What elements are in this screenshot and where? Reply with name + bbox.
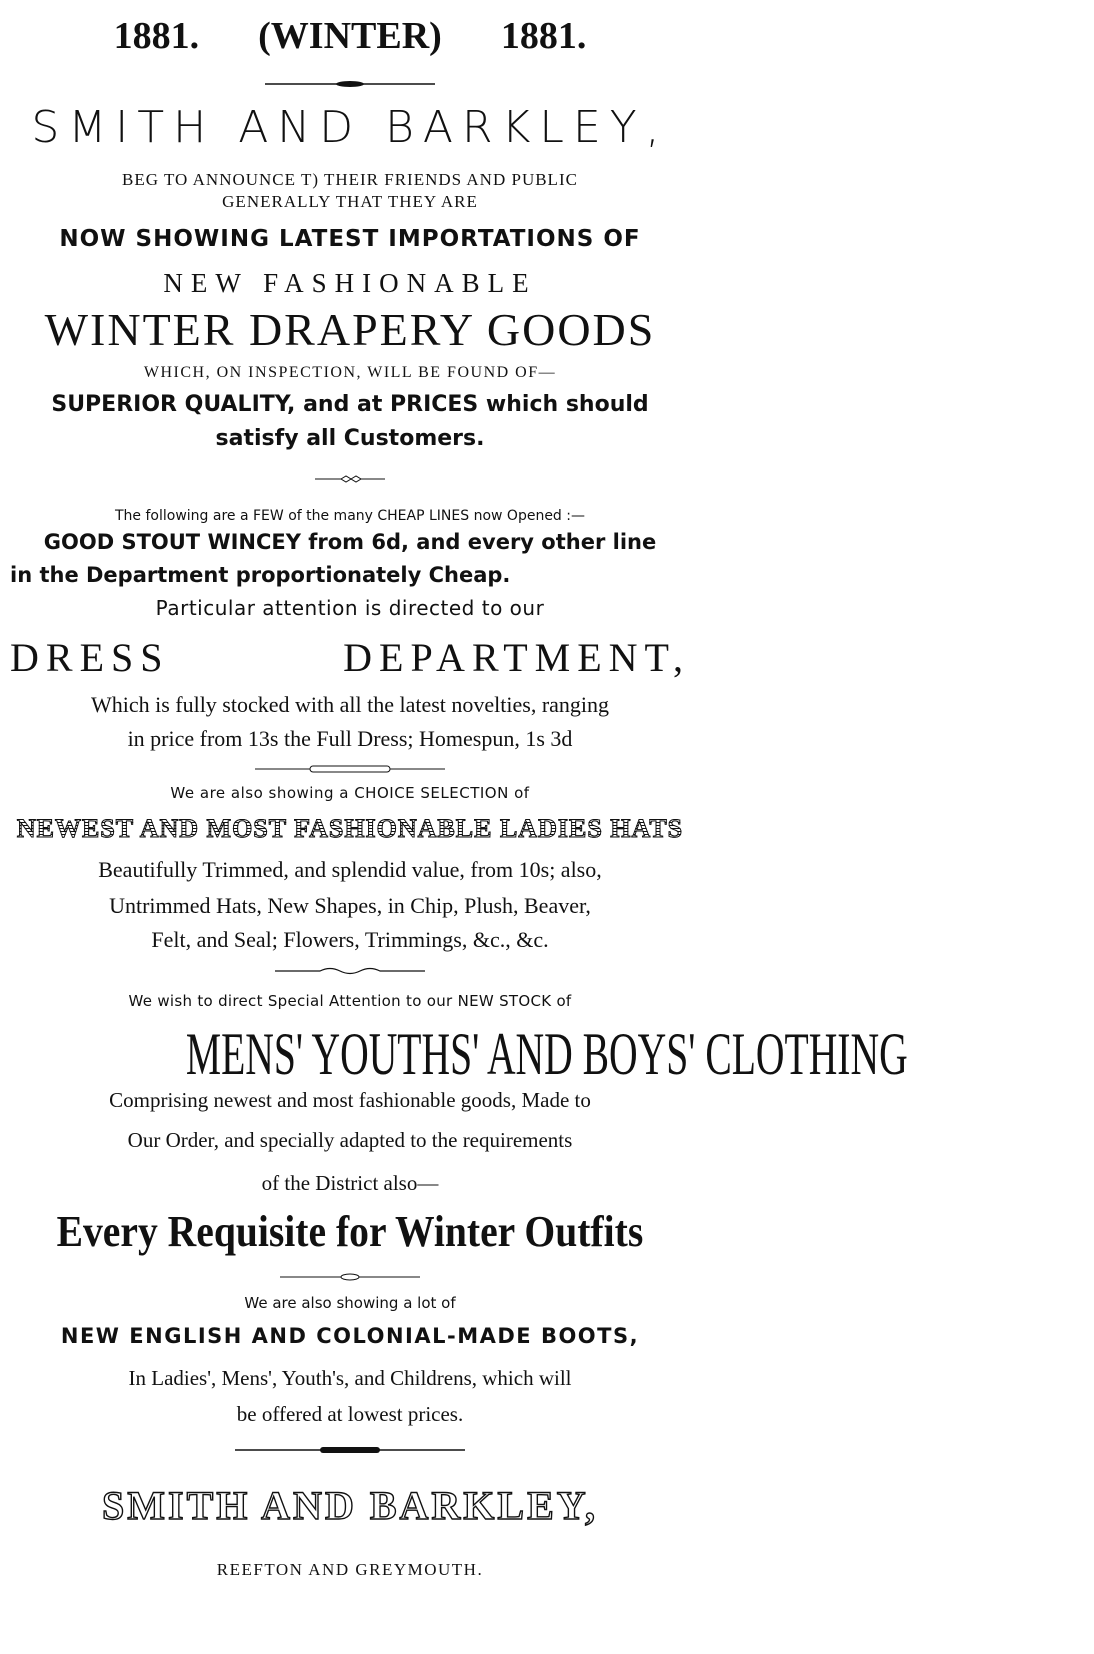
ornament-divider [315,474,385,484]
announce-line-2: GENERALLY THAT THEY ARE [222,192,478,211]
firm-name: SMITH AND BARKLEY, [31,102,669,153]
ornament-divider [255,764,445,774]
header-line [0,14,700,58]
boots-text-2: be offered at lowest prices. [236,1402,464,1426]
dress-text-1: Which is fully stocked with all the latest novelties, ranging [90,692,610,717]
ornament-divider [280,1272,420,1282]
clothing-text-1: Comprising newest and most fashionable goods, Made to [109,1088,591,1112]
department-word: DEPARTMENT, [343,635,690,680]
clothing-title: MENS' YOUTHS' AND BOYS' CLOTHING [185,1021,908,1087]
season-title: (WINTER) [258,15,442,57]
headline-line-2: NEW FASHIONABLE [163,268,537,298]
clothing-text-3: of the District also— [261,1171,439,1195]
attention-line: Particular attention is directed to our [155,596,545,620]
clothing-text-2: Our Order, and specially adapted to the requirements [127,1128,573,1152]
announce-line-1: BEG TO ANNOUNCE T) THEIR FRIENDS AND PUBLIC [122,170,578,189]
dress-word: DRESS [10,635,170,680]
dress-department-title [10,634,690,681]
clothing-title-wrap [0,1020,908,1089]
footer-firm-name: SMITH AND BARKLEY, [102,1483,598,1528]
divider-rule [265,80,435,88]
boots-title: NEW ENGLISH AND COLONIAL-MADE BOOTS, [60,1324,640,1348]
outfits-line-wrap [0,1206,700,1257]
cheap-item-1: GOOD STOUT WINCEY from 6d, and every other line [43,530,657,554]
ornament-divider [275,966,425,976]
headline-line-5: SUPERIOR QUALITY, and at PRICES which should [51,392,649,417]
hats-text-1: Beautifully Trimmed, and splendid value, from 10s; also, [98,857,602,882]
boots-text-1: In Ladies', Mens', Youth's, and Childrens, which will [128,1366,572,1390]
ornament-divider [235,1445,465,1455]
hats-intro: We are also showing a CHOICE SELECTION of [170,784,530,802]
outfits-line: Every Requisite for Winter Outfits [56,1207,644,1256]
boots-intro: We are also showing a lot of [244,1294,456,1312]
headline-line-3: WINTER DRAPERY GOODS [44,304,656,355]
cheap-lines-intro: The following are a FEW of the many CHEAP LINES now Opened :— [115,508,585,524]
year-right: 1881. [500,15,587,57]
headline-line-1: NOW SHOWING LATEST IMPORTATIONS OF [59,226,641,252]
footer-location: REEFTON AND GREYMOUTH. [216,1560,484,1579]
headline-line-4: WHICH, ON INSPECTION, WILL BE FOUND OF— [143,364,557,381]
headline-line-6: satisfy all Customers. [215,426,485,451]
year-left: 1881. [113,15,200,57]
hats-text-3: Felt, and Seal; Flowers, Trimmings, &c., &c. [151,927,549,952]
hats-title: NEWEST AND MOST FASHIONABLE LADIES HATS [0,814,700,844]
clothing-intro: We wish to direct Special Attention to our NEW STOCK of [128,992,572,1010]
dress-text-2: in price from 13s the Full Dress; Homespun, 1s 3d [127,726,573,751]
cheap-item-2: in the Department proportionately Cheap. [10,563,511,587]
hats-text-2: Untrimmed Hats, New Shapes, in Chip, Plush, Beaver, [109,893,591,918]
